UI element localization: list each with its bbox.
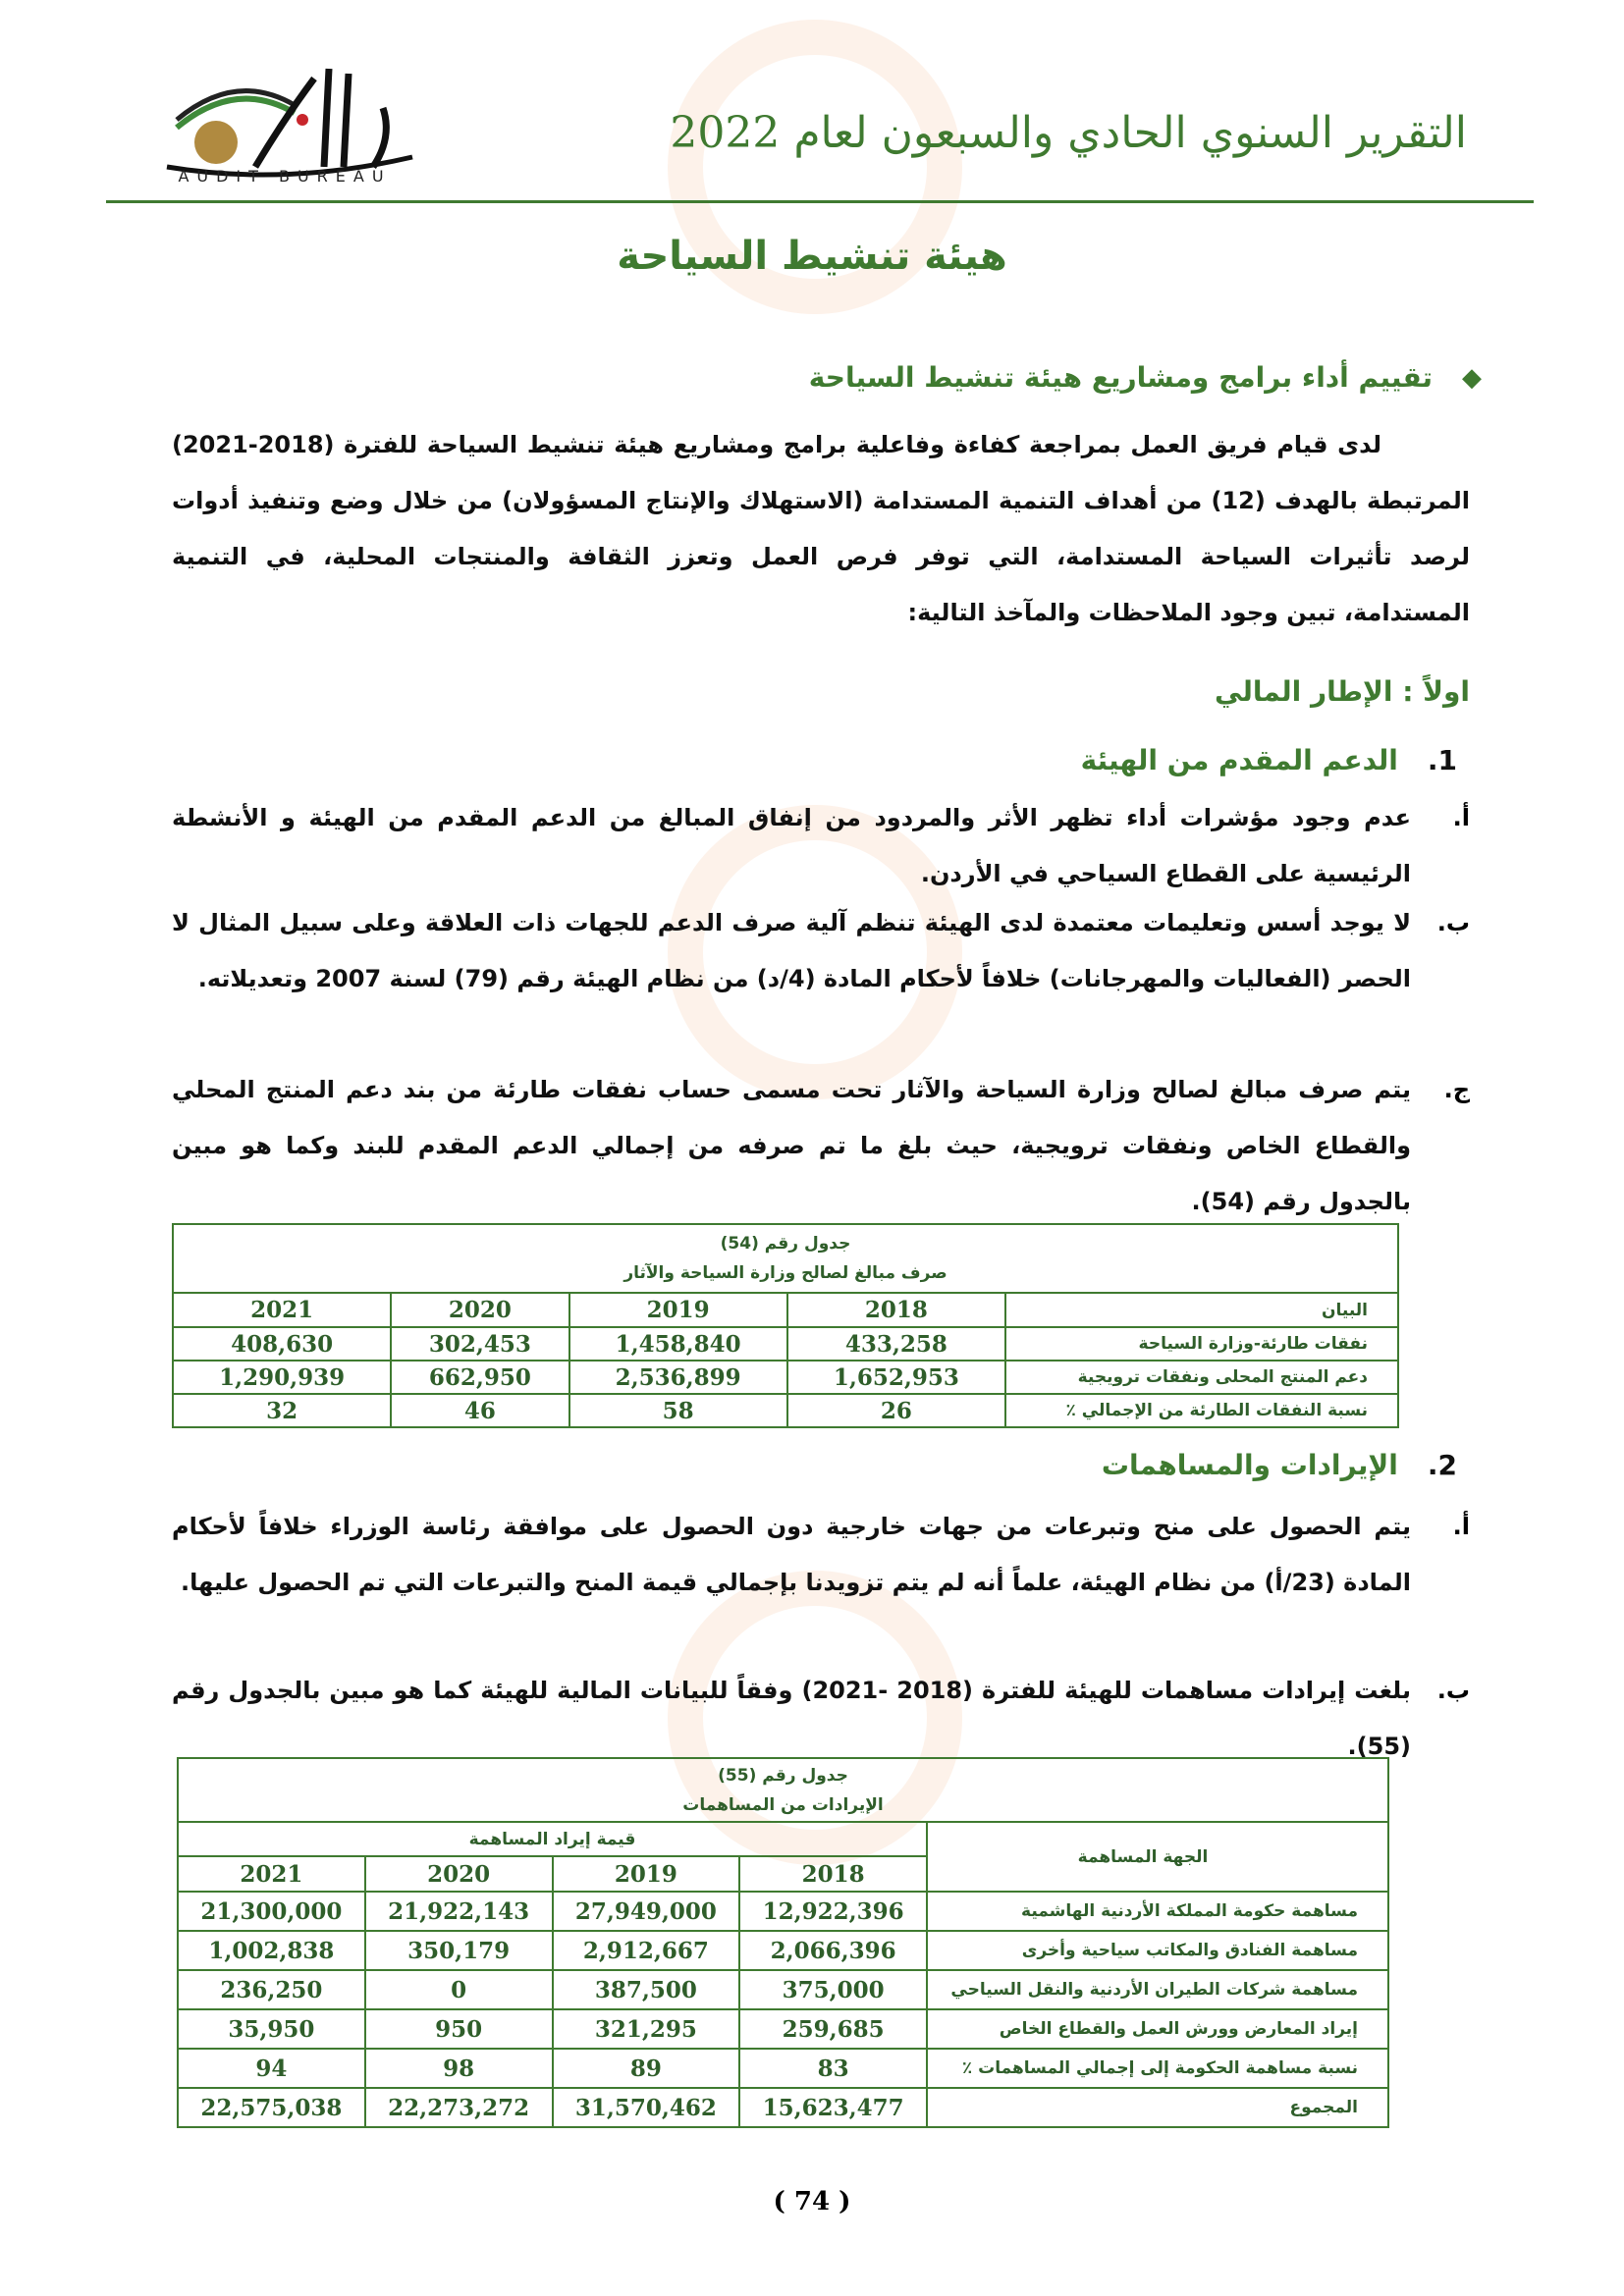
cell-value: 1,652,953	[787, 1361, 1005, 1394]
column-header: 2018	[739, 1856, 927, 1892]
intro-paragraph: لدى قيام فريق العمل بمراجعة كفاءة وفاعلية برامج ومشاريع هيئة تنشيط السياحة للفترة (2018-2021) المرتبطة بالهدف (12) من أهداف التنمية المستدامة (الاستهلاك والإنتاج المسؤولان) من خلال وضع وتنفيذ أدوات لرصد تأثيرات السياحة المستدامة، التي توفر فرص العمل وتعزز الثقافة والمنتجات المحلية، في التنمية المستدامة، تبين وجود الملاحظات والمآخذ التالية:	[172, 431, 1470, 626]
cell-value: 94	[178, 2049, 365, 2088]
row-label: إيراد المعارض وورش العمل والقطاع الخاص	[927, 2009, 1388, 2049]
page-title: هيئة تنشيط السياحة	[617, 234, 1007, 279]
row-label: دعم المنتج المحلى ونفقات ترويجية	[1005, 1361, 1398, 1394]
cell-value: 89	[553, 2049, 740, 2088]
section-heading: تقييم أداء برامج ومشاريع هيئة تنشيط السياحة	[808, 361, 1433, 394]
cell-value: 22,575,038	[178, 2088, 365, 2127]
cell-value: 1,290,939	[173, 1361, 391, 1394]
table-row	[178, 2088, 1388, 2127]
cell-value: 27,949,000	[553, 1892, 740, 1931]
cell-value: 98	[365, 2049, 553, 2088]
table-row	[173, 1361, 1398, 1394]
cell-value: 22,273,272	[365, 2088, 553, 2127]
table-subtitle: الإيرادات من المساهمات	[682, 1794, 884, 1815]
row-label: نسبة مساهمة الحكومة إلى إجمالي المساهمات ٪	[927, 2049, 1388, 2088]
item-label: ب.	[1436, 909, 1470, 936]
row-label: نفقات طارئة-وزارة السياحة	[1005, 1327, 1398, 1361]
cell-value: 1,002,838	[178, 1931, 365, 1970]
list-item	[172, 895, 1470, 1007]
cell-value: 408,630	[173, 1327, 391, 1361]
cell-value: 662,950	[391, 1361, 568, 1394]
column-header: 2019	[569, 1293, 787, 1327]
table-subtitle: صرف مبالغ لصالح وزارة السياحة والآثار	[623, 1263, 947, 1283]
cell-value: 950	[365, 2009, 553, 2049]
column-header: 2021	[173, 1293, 391, 1327]
table-caption: جدول رقم (55)	[718, 1765, 848, 1786]
table-row	[178, 1931, 1388, 1970]
table-caption: جدول رقم (54)	[720, 1234, 851, 1254]
table-row	[178, 1970, 1388, 2009]
cell-value: 2,536,899	[569, 1361, 787, 1394]
table-row	[178, 1892, 1388, 1931]
cell-value: 1,458,840	[569, 1327, 787, 1361]
column-header: 2019	[553, 1856, 740, 1892]
list-item	[172, 790, 1470, 902]
cell-value: 0	[365, 1970, 553, 2009]
item-label: أ.	[1452, 1513, 1470, 1540]
cell-value: 375,000	[739, 1970, 927, 2009]
cell-value: 236,250	[178, 1970, 365, 2009]
column-header: الجهة المساهمة	[927, 1822, 1388, 1892]
cell-value: 302,453	[391, 1327, 568, 1361]
cell-value: 350,179	[365, 1931, 553, 1970]
column-header: 2021	[178, 1856, 365, 1892]
table-row	[178, 2049, 1388, 2088]
row-label: مساهمة الفنادق والمكاتب سياحية وأخرى	[927, 1931, 1388, 1970]
item-text: لا يوجد أسس وتعليمات معتمدة لدى الهيئة تنظم آلية صرف الدعم للجهات ذات العلاقة وعلى سبيل المثال لا الحصر (الفعاليات والمهرجانات) خلافاً لأحكام المادة (4/د) من نظام الهيئة رقم (79) لسنة 2007 وتعديلاته.	[172, 909, 1411, 992]
cell-value: 26	[787, 1394, 1005, 1427]
sub2-title: الإيرادات والمساهمات	[1101, 1449, 1398, 1481]
table-55	[177, 1757, 1389, 2128]
diamond-bullet-icon: ◆	[1462, 362, 1482, 393]
column-header: 2020	[365, 1856, 553, 1892]
cell-value: 2,912,667	[553, 1931, 740, 1970]
cell-value: 58	[569, 1394, 787, 1427]
item-label: ب.	[1436, 1677, 1470, 1704]
cell-value: 31,570,462	[553, 2088, 740, 2127]
item-text: بلغت إيرادات مساهمات للهيئة للفترة (2018 -2021) وفقاً للبيانات المالية للهيئة كما هو مبين بالجدول رقم (55).	[172, 1677, 1411, 1760]
cell-value: 21,922,143	[365, 1892, 553, 1931]
column-group-header: قيمة إيراد المساهمة	[178, 1822, 927, 1856]
page-number: ( 74 )	[773, 2187, 851, 2216]
item-label: ج.	[1443, 1076, 1470, 1103]
cell-value: 387,500	[553, 1970, 740, 2009]
cell-value: 433,258	[787, 1327, 1005, 1361]
column-header: البيان	[1005, 1293, 1398, 1327]
item-text: يتم صرف مبالغ لصالح وزارة السياحة والآثار تحت مسمى حساب نفقات طارئة من بند دعم المنتج المحلي والقطاع الخاص ونفقات ترويجية، حيث بلغ ما تم صرفه من إجمالي الدعم المقدم للبند وكما هو مبين بالجدول رقم (54).	[172, 1076, 1411, 1215]
logo-caption: AUDIT BUREAU	[178, 167, 392, 186]
item-text: عدم وجود مؤشرات أداء تظهر الأثر والمردود من إنفاق المبالغ من الدعم المقدم من الهيئة و الأنشطة الرئيسية على القطاع السياحي في الأردن.	[172, 804, 1411, 887]
cell-value: 83	[739, 2049, 927, 2088]
row-label: مساهمة حكومة المملكة الأردنية الهاشمية	[927, 1892, 1388, 1931]
header-divider	[106, 200, 1534, 203]
cell-value: 15,623,477	[739, 2088, 927, 2127]
cell-value: 321,295	[553, 2009, 740, 2049]
list-item	[172, 1499, 1470, 1611]
table-row	[173, 1327, 1398, 1361]
table-row	[178, 2009, 1388, 2049]
row-label: المجموع	[927, 2088, 1388, 2127]
sub2-number: 2.	[1427, 1449, 1457, 1481]
sub1-title: الدعم المقدم من الهيئة	[1080, 744, 1398, 776]
report-title: التقرير السنوي الحادي والسبعون لعام 2022	[670, 108, 1467, 158]
table-row	[173, 1394, 1398, 1427]
item-text: يتم الحصول على منح وتبرعات من جهات خارجية دون الحصول على موافقة رئاسة الوزراء خلافاً لأحكام المادة (23/أ) من نظام الهيئة، علماً أنه لم يتم تزويدنا بإجمالي قيمة المنح والتبرعات التي تم الحصول عليها.	[172, 1513, 1411, 1596]
table-54	[172, 1223, 1399, 1428]
row-label: مساهمة شركات الطيران الأردنية والنقل السياحي	[927, 1970, 1388, 2009]
cell-value: 35,950	[178, 2009, 365, 2049]
item-label: أ.	[1452, 804, 1470, 831]
cell-value: 259,685	[739, 2009, 927, 2049]
cell-value: 46	[391, 1394, 568, 1427]
cell-value: 2,066,396	[739, 1931, 927, 1970]
row-label: نسبة النفقات الطارئة من الإجمالي ٪	[1005, 1394, 1398, 1427]
part1-heading: اولاً : الإطار المالي	[1215, 675, 1470, 708]
list-item	[172, 1062, 1470, 1230]
column-header: 2018	[787, 1293, 1005, 1327]
cell-value: 12,922,396	[739, 1892, 927, 1931]
cell-value: 32	[173, 1394, 391, 1427]
sub1-number: 1.	[1427, 744, 1457, 776]
column-header: 2020	[391, 1293, 568, 1327]
cell-value: 21,300,000	[178, 1892, 365, 1931]
